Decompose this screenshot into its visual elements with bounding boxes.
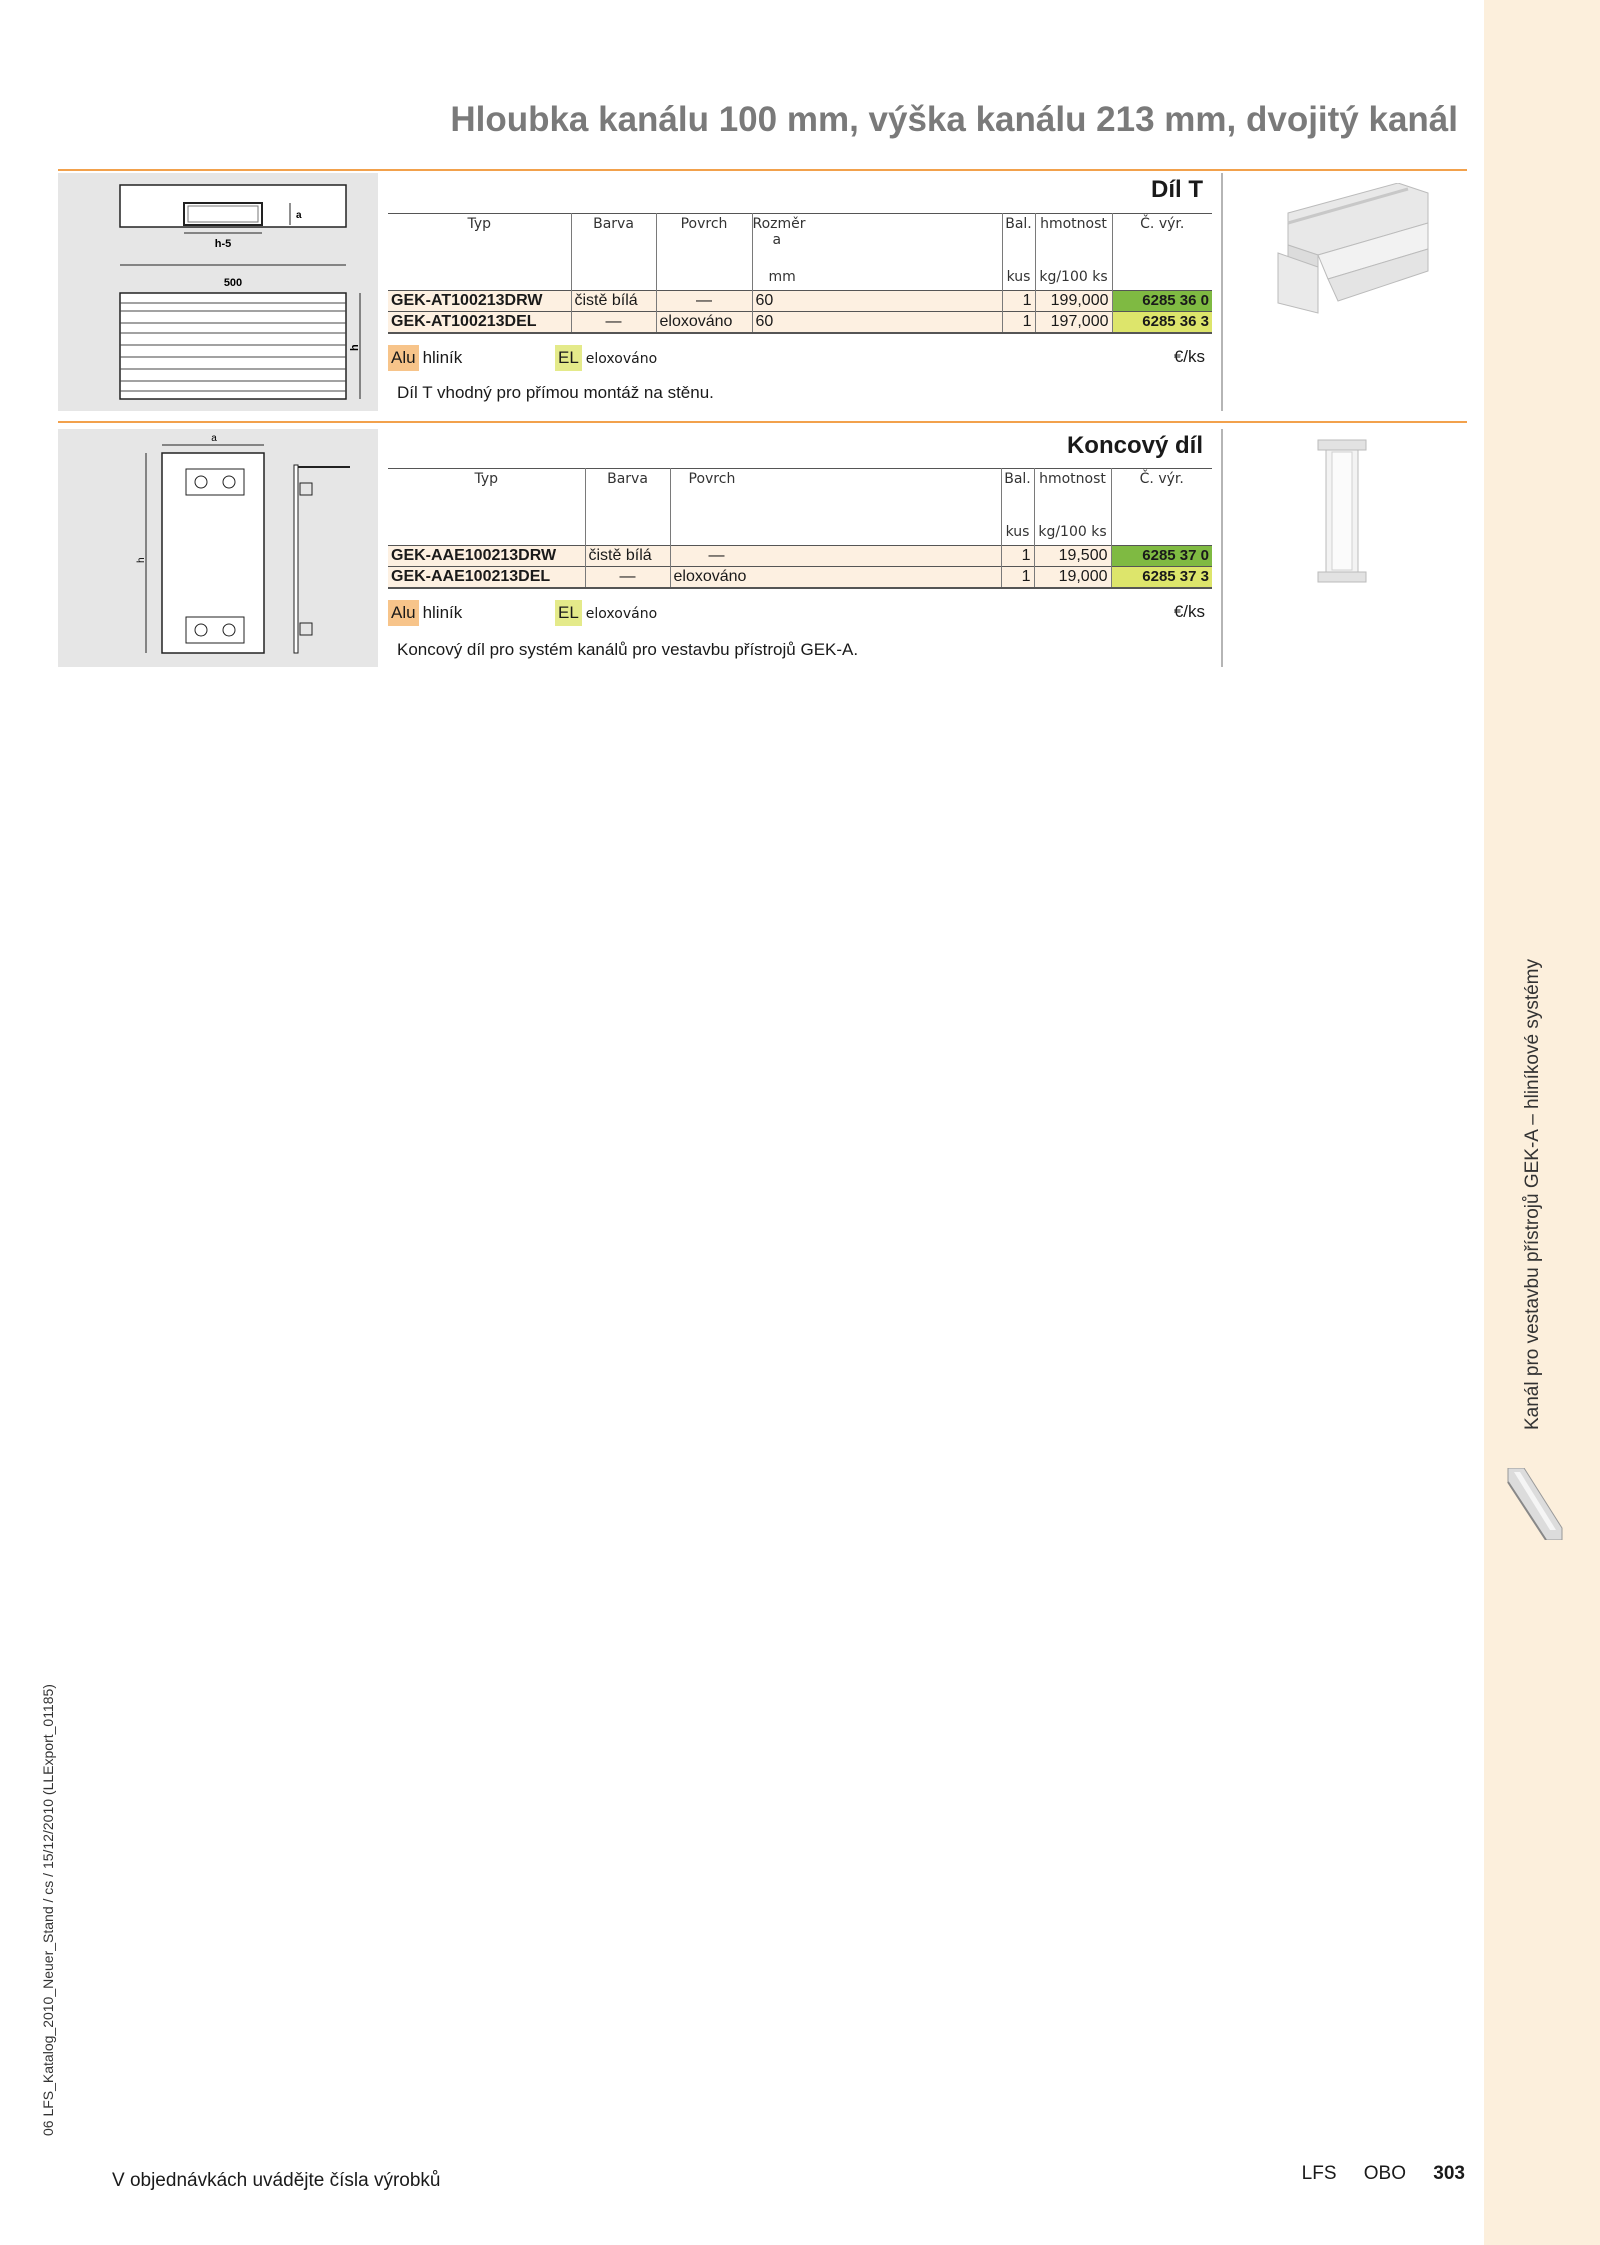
unit-bal: kus xyxy=(1002,264,1035,291)
table-row xyxy=(388,312,1212,334)
table-row xyxy=(388,567,1212,589)
dim-h-minus-5-label: h-5 xyxy=(214,238,232,250)
section-divider xyxy=(1221,173,1223,411)
section-description: Díl T vhodný pro přímou montáž na stěnu. xyxy=(397,383,714,402)
unit-cell-empty xyxy=(388,519,585,546)
dim-h-label: h xyxy=(349,344,361,351)
price-unit: €/ks xyxy=(1173,602,1205,621)
table-row xyxy=(388,291,1212,312)
col-header-povrch: Povrch xyxy=(656,214,752,265)
cell-povrch: eloxováno xyxy=(670,567,1001,589)
cell-article-number: 6285 36 0 xyxy=(1112,291,1212,312)
col-header-bal: Bal. xyxy=(1002,214,1035,265)
cell-article-number: 6285 36 3 xyxy=(1112,312,1212,334)
section-separator xyxy=(58,169,1467,171)
cell-bal: 1 xyxy=(1002,312,1035,334)
el-label: eloxováno xyxy=(585,351,658,367)
unit-hmotnost: kg/100 ks xyxy=(1035,264,1112,291)
el-label: eloxováno xyxy=(585,606,658,622)
alu-label: hliník xyxy=(422,348,463,367)
el-badge: EL xyxy=(555,345,582,371)
section-separator xyxy=(58,421,1467,423)
cell-povrch: — xyxy=(670,546,1001,567)
cell-bal: 1 xyxy=(1001,567,1034,589)
unit-hmotnost: kg/100 ks xyxy=(1034,519,1111,546)
cell-typ: GEK-AT100213DRW xyxy=(388,291,571,312)
section-description: Koncový díl pro systém kanálů pro vestavbu přístrojů GEK-A. xyxy=(397,640,859,659)
table-row xyxy=(388,546,1212,567)
alu-badge: Alu xyxy=(388,345,419,371)
col-header-hmotnost: hmotnost xyxy=(1035,214,1112,265)
col-header-hmotnost: hmotnost xyxy=(1034,469,1111,520)
el-badge: EL xyxy=(555,600,582,626)
col-header-cislo: Č. výr. xyxy=(1112,214,1212,265)
footer-branding xyxy=(1280,2163,1465,2185)
cell-hmotnost: 199,000 xyxy=(1035,291,1112,312)
sidebar-title: Kanál pro vestavbu přístrojů GEK-A – hliníkové systémy xyxy=(1522,959,1543,1430)
col-header-povrch: Povrch xyxy=(670,469,1001,520)
legend xyxy=(388,345,1210,373)
cell-typ: GEK-AT100213DEL xyxy=(388,312,571,334)
col-header-typ: Typ xyxy=(467,216,492,232)
cell-typ: GEK-AAE100213DEL xyxy=(388,567,585,589)
cell-rozmer: 60 xyxy=(752,312,1002,334)
end-piece-drawing xyxy=(58,429,378,667)
page-title: Hloubka kanálu 100 mm, výška kanálu 213 mm, dvojitý kanál xyxy=(450,100,1458,139)
col-header-rozmer-label: Rozměr xyxy=(752,216,806,232)
col-header-rozmer-sub: a xyxy=(772,232,782,248)
dim-a-label: a xyxy=(296,210,302,221)
cell-bal: 1 xyxy=(1001,546,1034,567)
cell-article-number: 6285 37 0 xyxy=(1111,546,1212,567)
section-title-t-piece: Díl T xyxy=(1151,176,1203,203)
unit-cell-empty xyxy=(670,519,1001,546)
cell-barva: čistě bílá xyxy=(571,291,656,312)
section-divider xyxy=(1221,429,1223,667)
dim-length-label: 500 xyxy=(223,277,243,289)
col-header-bal: Bal. xyxy=(1001,469,1034,520)
unit-rozmer: mm xyxy=(752,264,1002,291)
cell-povrch: — xyxy=(656,291,752,312)
unit-bal: kus xyxy=(1001,519,1034,546)
dim-h-label: h xyxy=(136,557,147,563)
t-piece-technical-drawing xyxy=(58,173,378,411)
end-piece-technical-drawing xyxy=(58,429,378,667)
price-unit: €/ks xyxy=(1173,347,1205,366)
col-header-typ: Typ xyxy=(474,471,499,487)
t-piece-drawing xyxy=(58,173,378,411)
cell-article-number: 6285 37 3 xyxy=(1111,567,1212,589)
cell-hmotnost: 197,000 xyxy=(1035,312,1112,334)
col-header-cislo: Č. výr. xyxy=(1111,469,1212,520)
cell-hmotnost: 19,500 xyxy=(1034,546,1111,567)
end-piece-table xyxy=(388,468,1212,589)
cell-povrch: eloxováno xyxy=(656,312,752,334)
catalog-meta: 06 LFS_Katalog_2010_Neuer_Stand / cs / 15/12/2010 (LLExport_01185) xyxy=(40,1684,56,2136)
unit-cell-empty xyxy=(585,519,670,546)
section-title-end-piece: Koncový díl xyxy=(1066,432,1203,459)
end-piece-product-photo xyxy=(1316,438,1370,584)
footer-brand-obo: OBO xyxy=(1363,2163,1407,2184)
dim-a-label: a xyxy=(211,433,217,444)
page-number: 303 xyxy=(1433,2163,1465,2184)
col-header-barva: Barva xyxy=(571,214,656,265)
unit-cell-empty xyxy=(571,264,656,291)
legend xyxy=(388,600,1210,628)
cell-rozmer: 60 xyxy=(752,291,1002,312)
rail-thumbnail-icon xyxy=(1504,1468,1564,1540)
col-header-rozmer xyxy=(752,214,1002,265)
cell-hmotnost: 19,000 xyxy=(1034,567,1111,589)
cell-bal: 1 xyxy=(1002,291,1035,312)
unit-cell-empty xyxy=(388,264,571,291)
alu-label: hliník xyxy=(422,603,463,622)
cell-typ: GEK-AAE100213DRW xyxy=(388,546,585,567)
cell-barva: — xyxy=(585,567,670,589)
unit-cell-empty xyxy=(656,264,752,291)
t-piece-table xyxy=(388,213,1212,334)
cell-barva: čistě bílá xyxy=(585,546,670,567)
footer-brand-lfs: LFS xyxy=(1301,2163,1337,2184)
t-piece-product-photo xyxy=(1268,183,1440,323)
alu-badge: Alu xyxy=(388,600,419,626)
col-header-barva: Barva xyxy=(585,469,670,520)
footer-note: V objednávkách uvádějte čísla výrobků xyxy=(112,2170,441,2191)
cell-barva: — xyxy=(571,312,656,334)
unit-cell-empty xyxy=(1112,264,1212,291)
unit-cell-empty xyxy=(1111,519,1212,546)
